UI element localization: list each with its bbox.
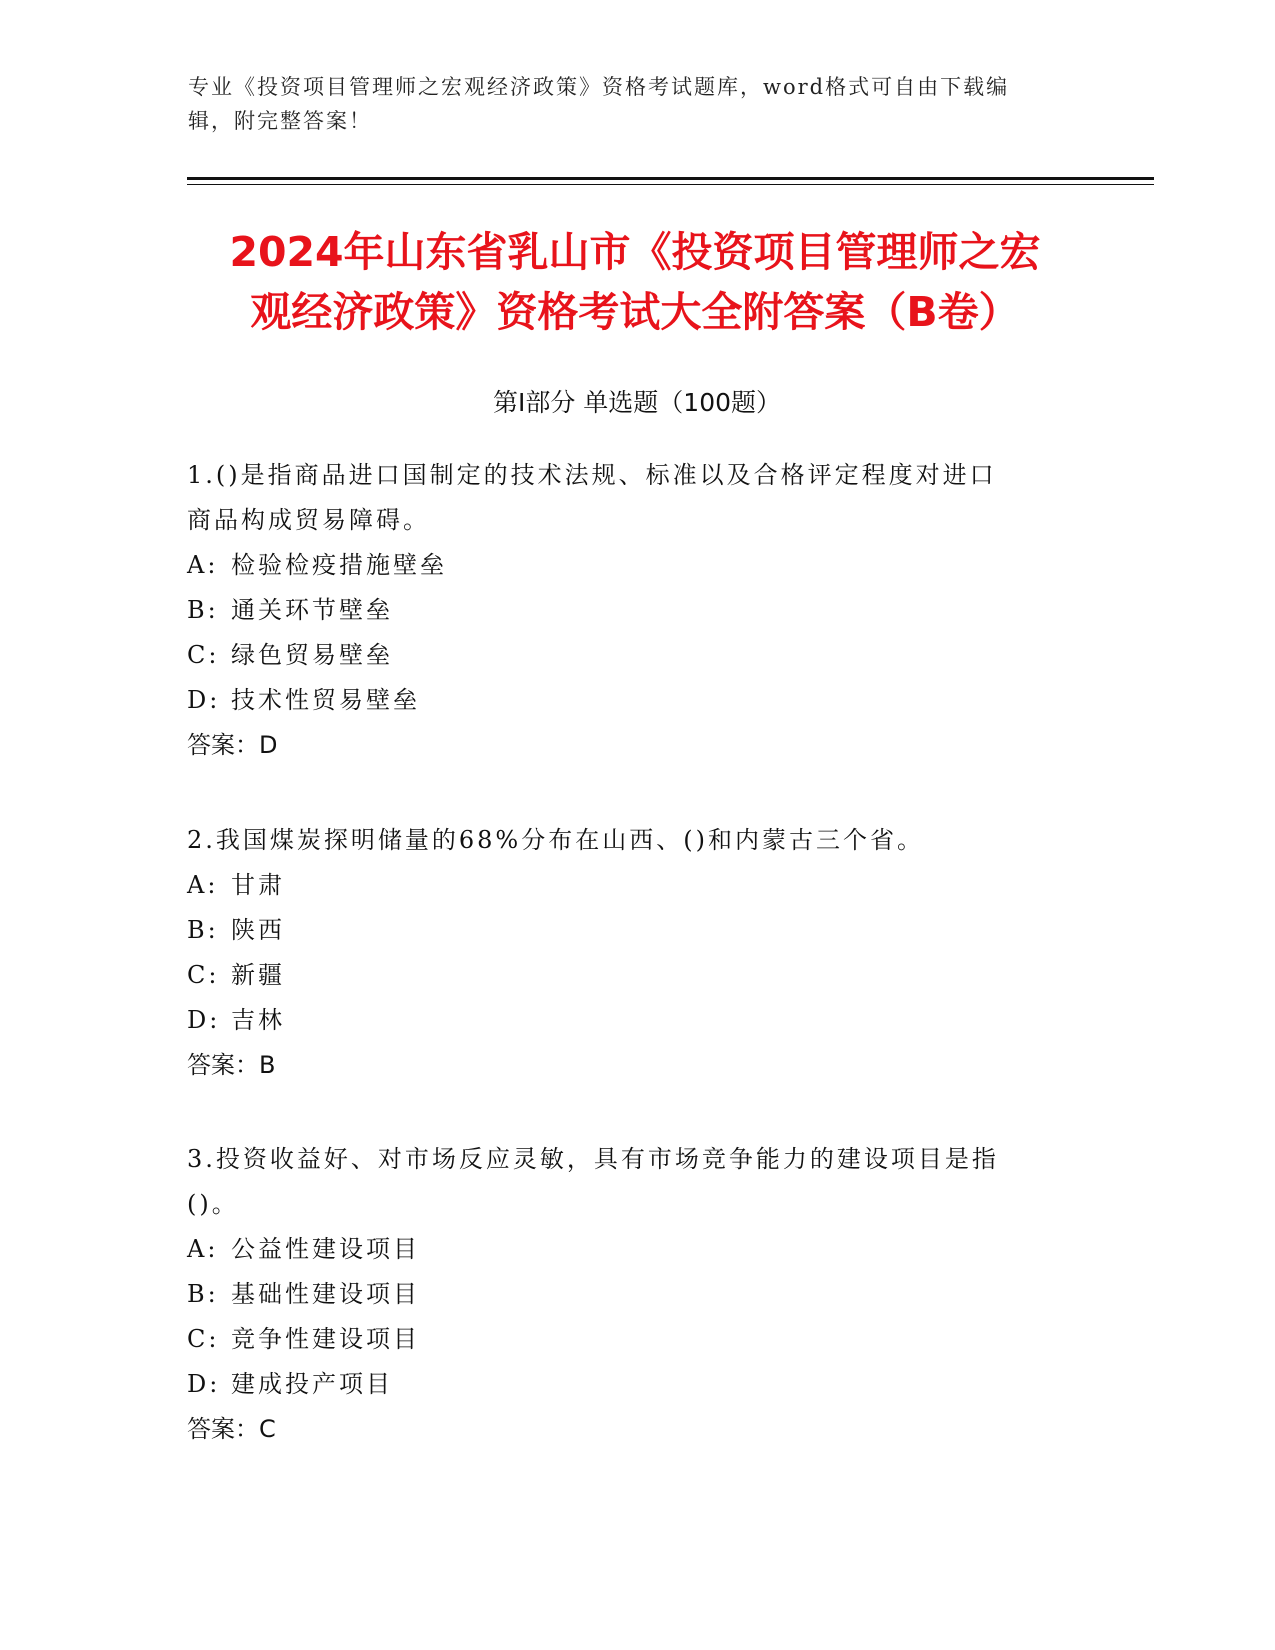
header-divider-thin [187,184,1154,185]
document-title-line-1: 2024年山东省乳山市《投资项目管理师之宏 [229,228,1041,276]
header-note [188,70,1068,138]
option-key: B: [187,596,219,624]
header-divider-thick [187,177,1154,180]
option-text: 绿色贸易壁垒 [231,641,393,669]
section-title: 第Ⅰ部分 单选题（100题） [492,388,782,417]
question-stem-line-1: 1.()是指商品进口国制定的技术法规、标准以及合格评定程度对进口 [187,461,997,489]
option-a [187,863,1067,908]
question-2 [187,818,1067,1088]
header-note-line-1: 专业《投资项目管理师之宏观经济政策》资格考试题库，word格式可自由下载编 [188,75,1010,99]
question-stem-line-1: 2.我国煤炭探明储量的68%分布在山西、()和内蒙古三个省。 [187,826,924,854]
option-b [187,908,1067,953]
option-b [187,588,1067,633]
option-text: 基础性建设项目 [231,1280,420,1308]
question-stem [187,1137,1067,1227]
option-text: 公益性建设项目 [231,1235,420,1263]
answer: 答案：D [187,731,278,759]
question-stem-line-2: ()。 [187,1190,239,1218]
option-text: 吉林 [231,1006,285,1034]
option-c [187,633,1067,678]
option-a [187,543,1067,588]
option-key: A: [187,1235,219,1263]
option-key: C: [187,961,220,989]
option-d [187,998,1067,1043]
document-title-line-2: 观经济政策》资格考试大全附答案（B卷） [250,288,1020,336]
option-key: A: [187,551,219,579]
header-note-line-2: 辑，附完整答案！ [188,109,372,133]
option-b [187,1272,1067,1317]
option-c [187,953,1067,998]
question-stem-line-1: 3.投资收益好、对市场反应灵敏，具有市场竞争能力的建设项目是指 [187,1145,999,1173]
option-key: D: [187,1006,221,1034]
question-stem-line-2: 商品构成贸易障碍。 [187,506,430,534]
option-key: C: [187,1325,220,1353]
option-text: 竞争性建设项目 [231,1325,420,1353]
option-text: 建成投产项目 [231,1370,393,1398]
question-stem [187,818,1067,863]
answer: 答案：B [187,1051,276,1079]
question-stem [187,453,1067,543]
option-a [187,1227,1067,1272]
option-d [187,1362,1067,1407]
option-key: B: [187,916,219,944]
question-1 [187,453,1067,768]
option-text: 通关环节壁垒 [231,596,393,624]
option-text: 技术性贸易壁垒 [231,686,420,714]
question-3 [187,1137,1067,1452]
option-text: 新疆 [231,961,285,989]
option-text: 陕西 [231,916,285,944]
option-key: D: [187,1370,221,1398]
option-c [187,1317,1067,1362]
option-text: 甘肃 [231,871,285,899]
option-key: C: [187,641,220,669]
option-key: B: [187,1280,219,1308]
document-title [185,222,1085,342]
answer: 答案：C [187,1415,276,1443]
option-key: D: [187,686,221,714]
option-text: 检验检疫措施壁垒 [231,551,447,579]
option-key: A: [187,871,219,899]
option-d [187,678,1067,723]
